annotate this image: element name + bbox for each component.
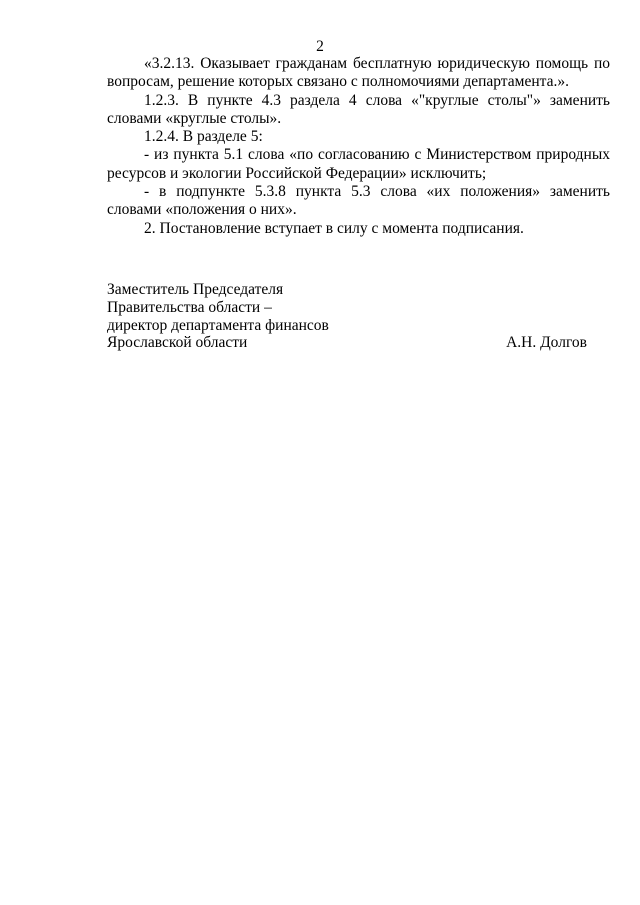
signatory-title-line-4: Ярославской области [107, 334, 248, 352]
signature-block [107, 281, 610, 352]
paragraph-1-2-4: 1.2.4. В разделе 5: [144, 128, 263, 146]
page-number: 2 [316, 38, 324, 55]
signatory-region-row [107, 334, 610, 352]
paragraph-item-5-3-8: - в подпункте 5.3.8 пункта 5.3 слова «их положения» заменить словами «положения о них». [107, 183, 610, 219]
signatory-title-line-3: директор департамента финансов [107, 316, 329, 334]
document-body [107, 55, 610, 238]
paragraph-item-5-1: - из пункта 5.1 слова «по согласованию с Министерством природных ресурсов и экологии Российской Федерации» исключить; [107, 146, 610, 182]
paragraph-3-2-13: «3.2.13. Оказывает гражданам бесплатную юридическую помощь по вопросам, решение которых связано с полномочиями департамента.». [107, 55, 610, 91]
paragraph-effective-date: 2. Постановление вступает в силу с момента подписания. [144, 219, 524, 237]
signatory-name: А.Н. Долгов [506, 334, 587, 352]
paragraph-1-2-3: 1.2.3. В пункте 4.3 раздела 4 слова «"круглые столы"» заменить словами «круглые столы». [107, 91, 610, 127]
signatory-title-line-1: Заместитель Председателя [107, 281, 284, 298]
signatory-title-line-2: Правительства области – [107, 298, 272, 316]
